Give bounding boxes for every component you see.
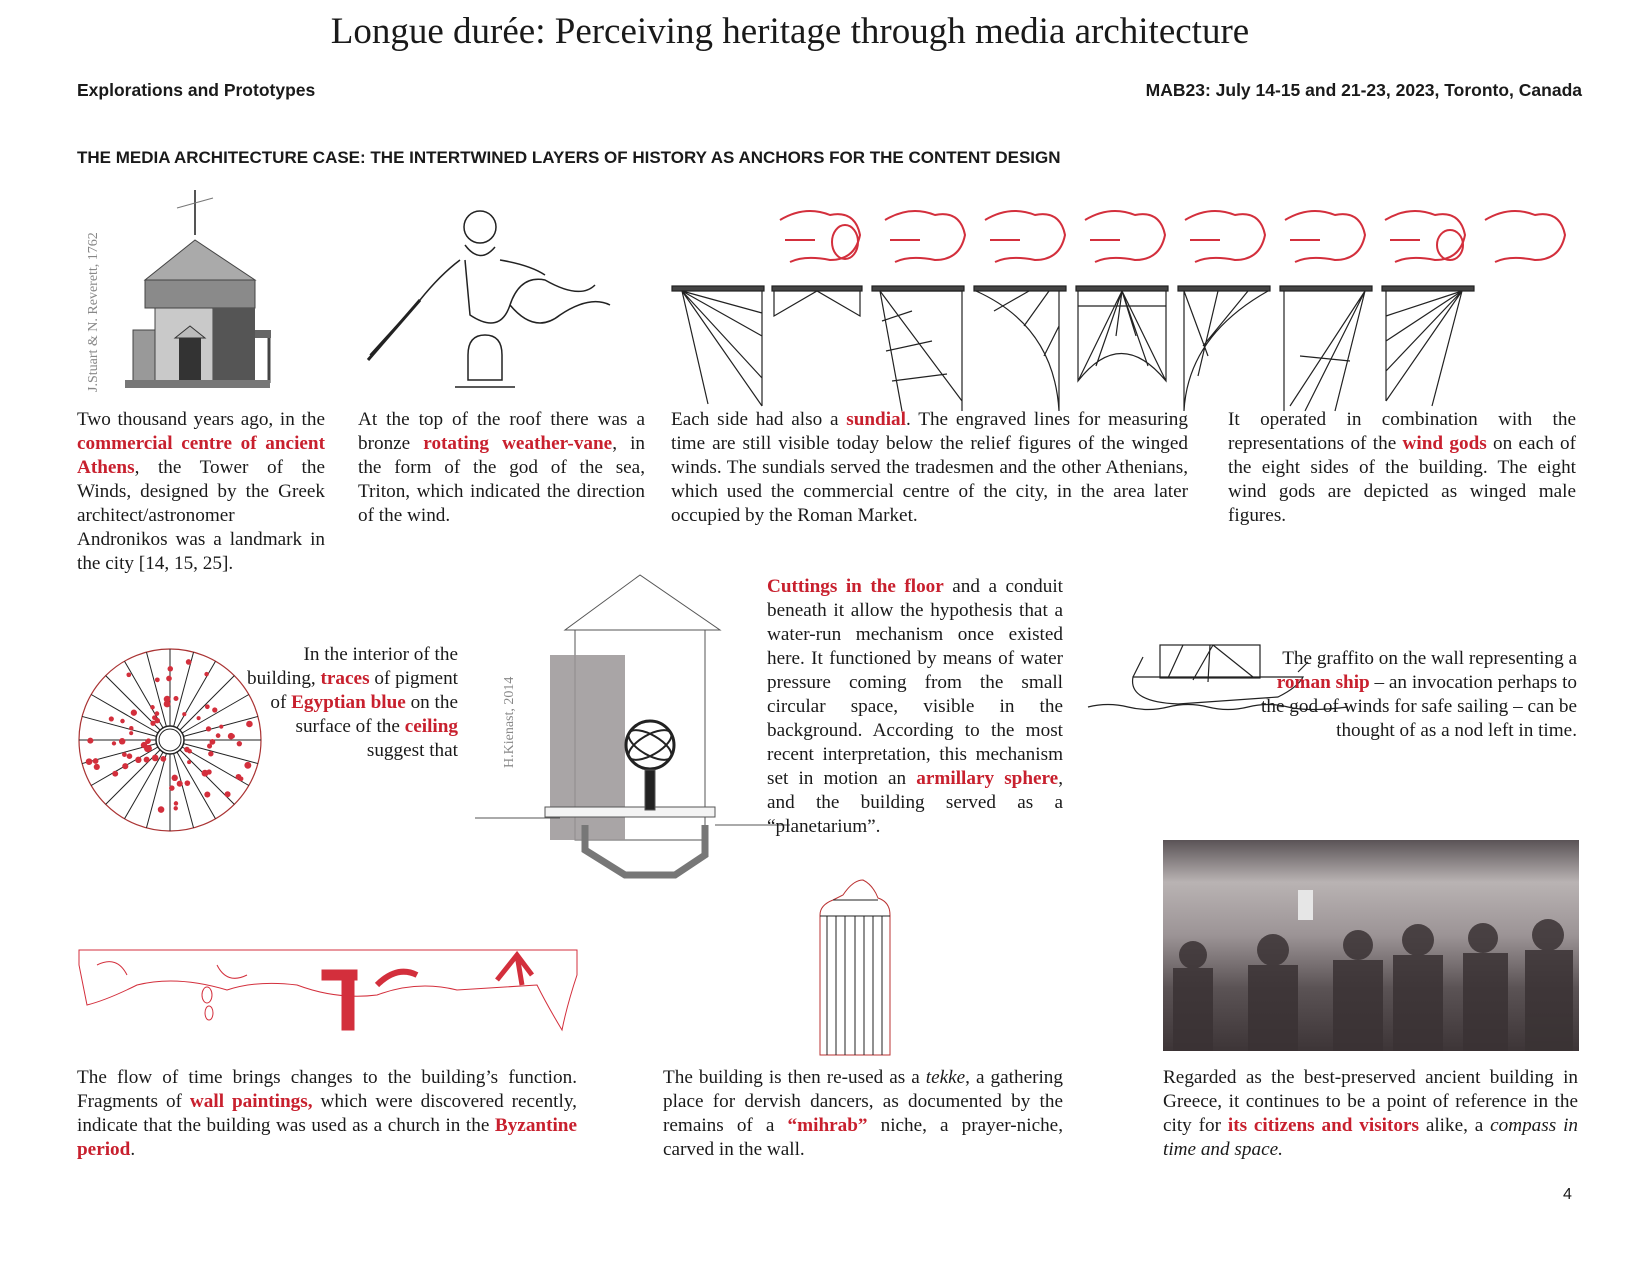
- section-drawing-armillary: [475, 575, 795, 895]
- pigment-trace: [126, 672, 131, 677]
- italic: compass in time and space.: [1163, 1115, 1578, 1160]
- text: – an invocation perhaps to the god of winds for safe sailing – can be thought of as a nod left in time.: [1261, 672, 1577, 741]
- sundial-4: [974, 286, 1066, 411]
- ceiling-spoke: [125, 752, 164, 819]
- wind-god-1: [780, 211, 860, 262]
- triton-weather-vane-illustration: [360, 205, 620, 395]
- pigment-trace: [135, 757, 141, 763]
- pigment-trace: [212, 707, 217, 712]
- pigment-trace: [145, 739, 150, 744]
- pigment-trace: [164, 696, 171, 703]
- sundial-2: [772, 286, 862, 316]
- pigment-trace: [210, 739, 216, 745]
- ceiling-spoke: [177, 661, 216, 728]
- pigment-trace: [182, 712, 186, 716]
- pigment-trace: [225, 791, 231, 797]
- wind-god-2: [885, 211, 965, 262]
- pigment-trace: [150, 721, 155, 726]
- section-heading: THE MEDIA ARCHITECTURE CASE: THE INTERTWINED LAYERS OF HISTORY AS ANCHORS FOR THE CONTENT DESIGN: [77, 148, 1061, 167]
- pigment-trace: [172, 775, 178, 781]
- pigment-trace: [173, 696, 178, 701]
- ceiling-spoke: [91, 695, 158, 734]
- pigment-trace: [94, 764, 100, 770]
- pigment-trace: [109, 716, 114, 721]
- pigment-trace: [204, 791, 210, 797]
- pigment-trace: [186, 659, 192, 665]
- sundials-diagrams: [670, 286, 1580, 411]
- text: niche, a prayer-niche, carved in the wall.: [663, 1115, 1063, 1160]
- ceiling-spoke: [182, 695, 249, 734]
- pigment-trace: [158, 806, 165, 813]
- wall-paintings-outline: [77, 945, 582, 1035]
- wind-god-7: [1385, 211, 1465, 262]
- text: , the Tower of the Winds, designed by the Greek architect/astronomer Andronikos was a landmark in the city [14, 15, 25].: [77, 457, 325, 574]
- pigment-trace: [152, 715, 157, 720]
- text: alike, a: [1418, 1115, 1491, 1136]
- sundial-7: [1280, 286, 1372, 411]
- text-block-byzantine: [77, 1066, 577, 1162]
- installation-photo: [1163, 840, 1579, 1051]
- pigment-trace: [166, 676, 172, 682]
- italic: tekke: [925, 1067, 966, 1088]
- text: It operated in combination with the representations of the: [1228, 409, 1576, 454]
- text: Two thousand years ago, in the: [77, 409, 325, 430]
- text-block-egyptian-blue: [245, 643, 458, 763]
- page-number: 4: [1563, 1186, 1572, 1203]
- wind-god-6: [1285, 211, 1365, 262]
- pigment-trace: [155, 711, 160, 716]
- text: , and the building served as a “planetarium”.: [767, 768, 1063, 837]
- pigment-trace: [87, 738, 93, 744]
- wind-god-5: [1185, 211, 1265, 262]
- pigment-trace: [237, 741, 242, 746]
- highlight: wall paintings,: [189, 1091, 313, 1112]
- ceiling-spoke: [182, 747, 249, 786]
- text: of pigment of: [270, 668, 458, 713]
- pigment-trace: [216, 733, 221, 738]
- pigment-trace: [219, 725, 223, 729]
- pigment-trace: [145, 745, 152, 752]
- pigment-trace: [230, 734, 234, 738]
- ceiling-spoke: [177, 752, 216, 819]
- credit-stuart: J.Stuart & N. Reverett, 1762: [86, 232, 101, 392]
- highlight: armillary sphere: [916, 768, 1059, 789]
- pigment-trace: [120, 719, 125, 724]
- highlight: commercial centre of ancient Athens: [77, 433, 325, 478]
- ceiling-spoke: [180, 676, 234, 730]
- pigment-trace: [174, 806, 178, 810]
- wind-god-3: [985, 211, 1065, 262]
- pigment-trace: [131, 710, 137, 716]
- pigment-trace: [187, 760, 191, 764]
- ceiling-spoke: [174, 754, 194, 828]
- text-block-weather-vane: [358, 408, 645, 528]
- text-block-wind-gods: [1228, 408, 1576, 528]
- highlight: its citizens and visitors: [1227, 1115, 1419, 1136]
- pigment-trace: [177, 781, 183, 787]
- pigment-trace: [187, 749, 192, 754]
- pigment-trace: [129, 726, 133, 730]
- pigment-trace: [122, 763, 128, 769]
- pigment-trace: [197, 716, 201, 720]
- text: At the top of the roof there was a bronze: [358, 409, 645, 454]
- header-right: MAB23: July 14-15 and 21-23, 2023, Toronto, Canada: [1145, 80, 1582, 100]
- text: .: [130, 1139, 136, 1160]
- text-block-sundial: [671, 408, 1188, 528]
- text: , a gathering place for dervish dancers, as documented by the remains of a: [663, 1067, 1063, 1136]
- text-block-armillary: [767, 575, 1063, 839]
- credit-kienast: H.Kienast, 2014: [502, 676, 517, 768]
- header-left: Explorations and Prototypes: [77, 80, 316, 100]
- pigment-trace: [174, 801, 178, 805]
- highlight: “mihrab”: [787, 1115, 868, 1136]
- highlight: ceiling: [404, 716, 458, 737]
- text: Regarded as the best-preserved ancient building in Greece, it continues to be a point of reference in the city for: [1163, 1067, 1578, 1136]
- text-block-athens: [77, 408, 325, 576]
- pigment-trace: [150, 705, 155, 710]
- highlight: Cuttings in the floor: [767, 576, 944, 597]
- highlight: rotating weather-vane: [423, 433, 613, 454]
- pigment-trace: [112, 741, 116, 745]
- text: on the surface of the: [295, 692, 458, 737]
- pigment-trace: [160, 756, 166, 762]
- highlight: roman ship: [1276, 672, 1370, 693]
- pigment-trace: [208, 751, 213, 756]
- ceiling-spoke: [82, 716, 156, 736]
- wind-gods-reliefs: [775, 200, 1585, 270]
- text: The flow of time brings changes to the building’s function. Fragments of: [77, 1067, 577, 1112]
- pigment-trace: [122, 752, 127, 757]
- page-title: Longue durée: Perceiving heritage through media architecture: [330, 11, 1250, 52]
- pigment-trace: [168, 666, 174, 672]
- pigment-trace: [127, 753, 133, 759]
- pigment-trace: [185, 780, 191, 786]
- ceiling-spoke: [146, 754, 166, 828]
- wind-god-8: [1485, 211, 1565, 262]
- highlight: Byzantine period: [77, 1115, 577, 1160]
- sundial-3: [872, 286, 964, 411]
- highlight: traces: [320, 668, 370, 689]
- text: . The engraved lines for measuring time are still visible today below the relief figures of the winged winds. The sundials served the tradesmen and the other Athenians, which used the commercial centre of the city, in the area later occupied by the Roman Market.: [671, 409, 1188, 526]
- text: Each side had also a: [671, 409, 847, 430]
- pigment-trace: [204, 672, 208, 676]
- text: suggest that: [366, 740, 458, 761]
- mihrab-niche-drawing: [818, 880, 893, 1055]
- text-block-tekke: [663, 1066, 1063, 1162]
- text: The building is then re-used as a: [663, 1067, 926, 1088]
- text: on each of the eight sides of the building. The eight wind gods are depicted as winged male figures.: [1228, 433, 1576, 526]
- pigment-trace: [169, 785, 175, 791]
- text: In the interior of the building,: [246, 644, 458, 689]
- sundial-1: [672, 286, 764, 406]
- pigment-trace: [205, 704, 210, 709]
- pigment-trace: [152, 755, 159, 762]
- pigment-trace: [206, 726, 211, 731]
- pigment-trace: [129, 731, 133, 735]
- ceiling-pigment-diagram: [77, 647, 263, 833]
- pigment-trace: [93, 758, 99, 764]
- wind-god-4: [1085, 211, 1165, 262]
- highlight: Egyptian blue: [291, 692, 406, 713]
- sundial-8: [1382, 286, 1474, 406]
- sundial-5: [1076, 286, 1168, 381]
- text: , in the form of the god of the sea, Triton, which indicated the direction of the wind.: [358, 433, 645, 526]
- highlight: sundial: [846, 409, 906, 430]
- tower-elevation-illustration: [125, 190, 270, 390]
- text: and a conduit beneath it allow the hypothesis that a water-run mechanism once existed here. It functioned by means of water pressure coming from the small circular space, visible in the background. According to the most recent interpretation, this mechanism set in motion an: [767, 576, 1063, 789]
- pigment-trace: [206, 769, 211, 774]
- pigment-trace: [144, 757, 150, 763]
- sundial-6: [1178, 286, 1270, 411]
- pigment-trace: [112, 771, 118, 777]
- text-block-roman-ship: [1260, 647, 1577, 743]
- text: which were discovered recently, indicate that the building was used as a church in the: [77, 1091, 577, 1136]
- pigment-trace: [155, 677, 160, 682]
- silhouettes: [1163, 840, 1579, 1051]
- pigment-trace: [86, 758, 93, 765]
- text-block-compass: [1163, 1066, 1578, 1162]
- text: The graffito on the wall representing a: [1282, 648, 1577, 669]
- highlight: wind gods: [1402, 433, 1487, 454]
- pigment-trace: [239, 776, 244, 781]
- pigment-trace: [119, 738, 126, 745]
